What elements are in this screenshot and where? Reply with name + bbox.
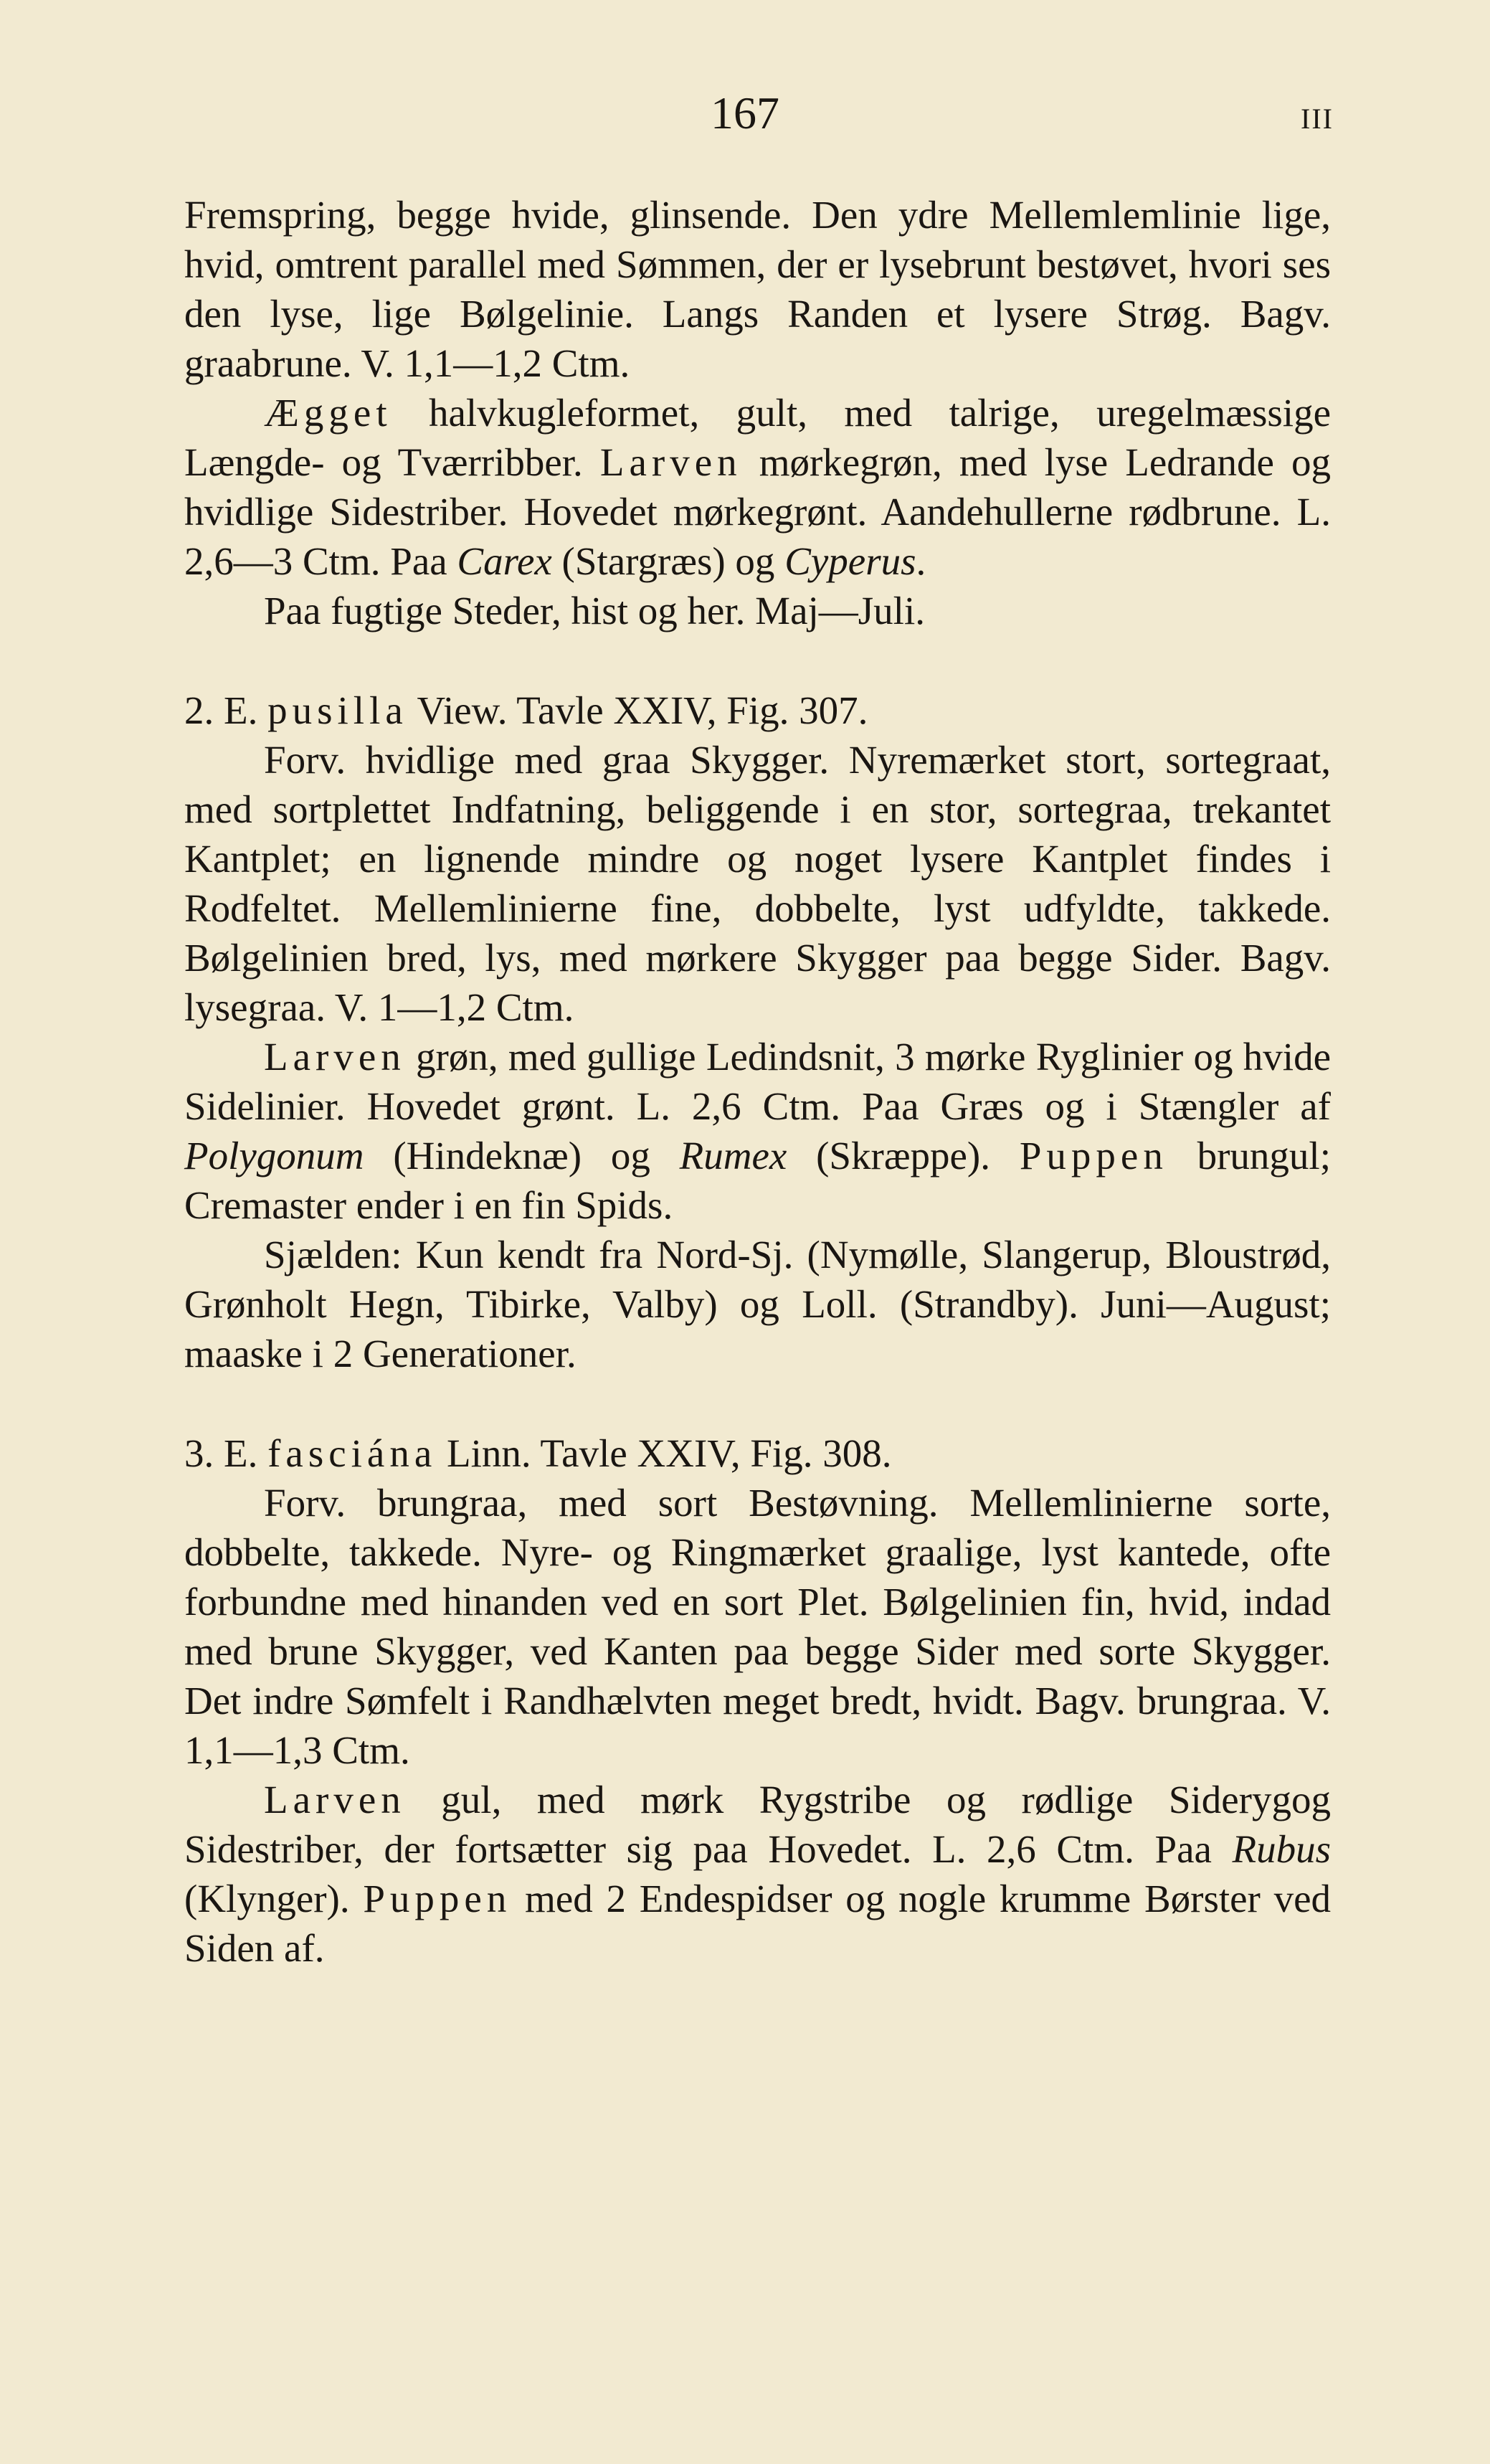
paragraph xyxy=(184,388,1331,586)
spaced-term: Puppen xyxy=(1019,1134,1168,1177)
italic-species-name: Rubus xyxy=(1232,1827,1331,1871)
section-gap xyxy=(184,635,1331,686)
text-run: gul, med mørk Rygstribe og rødlige Siderygog Sidestriber, der fortsætter sig paa Hovedet. L. 2,6 Ctm. Paa xyxy=(184,1778,1331,1871)
text-run: (Stargræs) og xyxy=(551,539,785,583)
page-header xyxy=(0,85,1490,142)
spaced-term: fasciána xyxy=(267,1431,437,1475)
text-run: (Hindeknæ) og xyxy=(364,1134,680,1177)
text-run: Forv. brungraa, med sort Bestøvning. Mellemlinierne sorte, dobbelte, takkede. Nyre- og Ringmærket graalige, lyst kantede, ofte forbundne med hinanden ved en sort Plet. Bølgelinien fin, hvid, indad med brune Skygger, ved Kanten paa begge Sider med sorte Skygger. Det indre Sømfelt i Randhælvten meget bredt, hvidt. Bagv. brungraa. V. 1,1—1,3 Ctm. xyxy=(184,1481,1331,1772)
spaced-term: Ægget xyxy=(264,391,392,435)
text-run: Paa fugtige Steder, hist og her. Maj—Juli. xyxy=(264,589,925,632)
text-run: . xyxy=(916,539,926,583)
text-run: Sjælden: Kun kendt fra Nord-Sj. (Nymølle, Slangerup, Bloustrød, Grønholt Hegn, Tibirke, Valby) og Loll. (Strandby). Juni—August; maaske i 2 Generationer. xyxy=(184,1233,1331,1375)
body-text xyxy=(184,190,1331,1973)
text-run: 2. E. xyxy=(184,688,268,732)
paragraph xyxy=(184,1478,1331,1775)
italic-species-name: Cyperus xyxy=(784,539,916,583)
paragraph xyxy=(184,1775,1331,1973)
paragraph xyxy=(184,1032,1331,1230)
italic-species-name: Polygonum xyxy=(184,1134,364,1177)
paragraph xyxy=(184,190,1331,388)
italic-species-name: Rumex xyxy=(679,1134,787,1177)
paragraph xyxy=(184,735,1331,1032)
italic-species-name: Carex xyxy=(457,539,552,583)
text-run: Linn. Tavle XXIV, Fig. 308. xyxy=(437,1431,892,1475)
text-run: grøn, med gullige Ledindsnit, 3 mørke Ryglinier og hvide Sidelinier. Hovedet grønt. L. 2,6 Ctm. Paa Græs og i Stængler af xyxy=(184,1035,1331,1128)
text-run: Forv. hvidlige med graa Skygger. Nyremærket stort, sortegraat, med sortplettet Indfatning, beliggende i en stor, sortegraa, trekantet Kantplet; en lignende mindre og noget lysere Kantplet findes i Rodfeltet. Mellemlinierne fine, dobbelte, lyst udfyldte, takkede. Bølgelinien bred, lys, med mørkere Skygger paa begge Sider. Bagv. lysegraa. V. 1—1,2 Ctm. xyxy=(184,738,1331,1029)
text-run: 3. E. xyxy=(184,1431,268,1475)
text-run: (Klynger). xyxy=(184,1877,364,1920)
spaced-term: pusilla xyxy=(267,688,408,732)
text-run: med 2 Endespidser og nogle krumme Børster ved Siden af. xyxy=(184,1877,1331,1970)
spaced-term: Larven xyxy=(264,1035,406,1079)
text-run: Fremspring, begge hvide, glinsende. Den ydre Mellemlemlinie lige, hvid, omtrent parallel med Sømmen, der er lysebrunt bestøvet, hvori ses den lyse, lige Bølgelinie. Langs Randen et lysere Strøg. Bagv. graabrune. V. 1,1—1,2 Ctm. xyxy=(184,193,1331,385)
spaced-term: Puppen xyxy=(363,1877,512,1920)
paragraph xyxy=(184,1230,1331,1378)
spaced-term: Larven xyxy=(599,440,742,484)
text-run: mørkegrøn, med lyse Ledrande og hvidlige Sidestriber. Hovedet mørkegrønt. Aandehullerne rødbrune. L. 2,6—3 Ctm. Paa xyxy=(184,440,1331,583)
text-run: View. Tavle XXIV, Fig. 307. xyxy=(407,688,868,732)
paragraph xyxy=(184,686,1331,735)
text-run: (Skræppe). xyxy=(787,1134,1020,1177)
text-run: halvkugleformet, gult, med talrige, uregelmæssige Længde- og Tværribber. xyxy=(184,391,1331,484)
page-number: 167 xyxy=(711,87,779,138)
spaced-term: Larven xyxy=(264,1778,406,1821)
signature-mark: III xyxy=(1301,103,1334,135)
paragraph xyxy=(184,1428,1331,1478)
text-run: brungul; Cremaster ender i en fin Spids. xyxy=(184,1134,1331,1227)
section-gap xyxy=(184,1378,1331,1428)
paragraph xyxy=(184,586,1331,635)
